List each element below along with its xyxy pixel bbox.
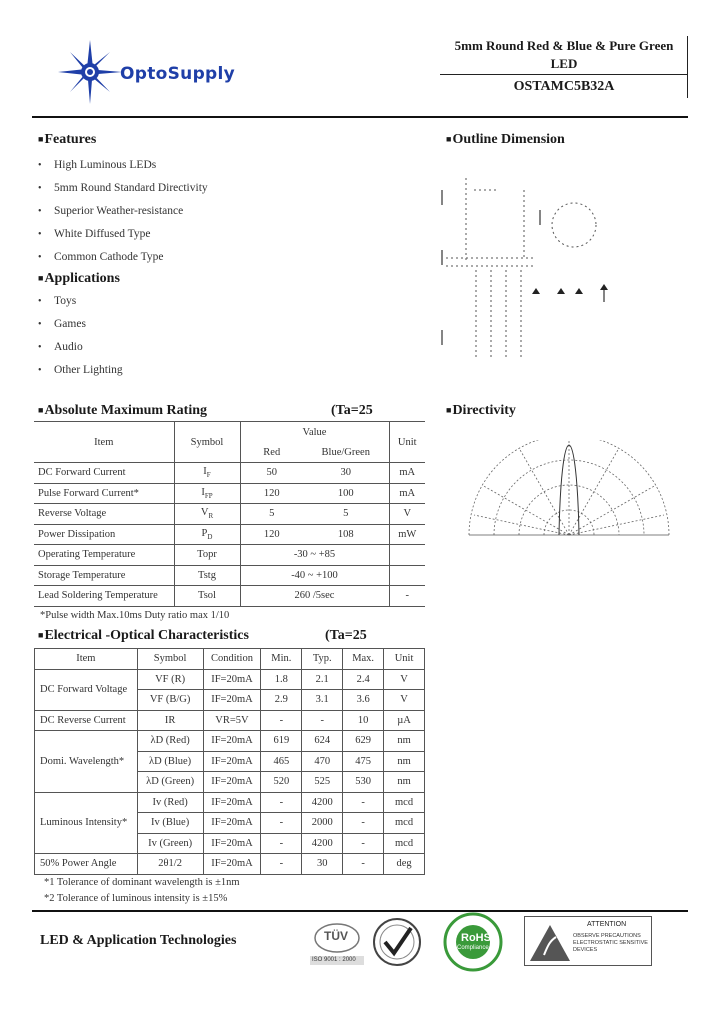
symbol-cell: $P_D$ — [174, 524, 240, 545]
abs-max-condition: (Ta=25 — [331, 403, 373, 418]
table-row: Iv (Blue) IF=20mA - 2000 - mcd — [35, 813, 425, 834]
footer-rule — [32, 910, 688, 912]
table-row: Lead Soldering Temperature Tsol 260 /5sec - — [34, 586, 425, 607]
features-title: ■Features — [38, 132, 97, 147]
directivity-chart — [464, 440, 674, 540]
table-row: DC Reverse Current IR VR=5V - - 10 µA — [35, 710, 425, 731]
esd-warning-icon — [528, 923, 572, 963]
title-line-2: LED — [550, 56, 578, 71]
esd-attention-box — [524, 916, 652, 966]
header-blue-green: Blue/Green — [303, 442, 389, 463]
abs-max-table — [34, 421, 425, 607]
symbol-cell: $V_R$ — [174, 504, 240, 525]
table-row: Pulse Forward Current* $I_{FP}$ 120 100 mA — [34, 483, 425, 504]
list-item: • 5mm Round Standard Directivity — [38, 182, 208, 194]
quality-check-icon — [371, 916, 423, 968]
tuv-badge — [306, 918, 368, 968]
eoc-note-1: *1 Tolerance of dominant wavelength is ±1nm — [44, 877, 240, 888]
table-row: λD (Green) IF=20mA 520 525 530 nm — [35, 772, 425, 793]
table-row: DC Forward Current $I_F$ 50 30 mA — [34, 463, 425, 484]
table-row: DC Forward Voltage VF (R) IF=20mA 1.8 2.1 2.4 V — [35, 669, 425, 690]
star-logo-icon — [58, 40, 122, 104]
header-value: Value — [302, 426, 327, 438]
list-item: • Audio — [38, 341, 83, 353]
list-item: • Other Lighting — [38, 364, 123, 376]
list-item: • Games — [38, 318, 86, 330]
eoc-table — [34, 648, 425, 875]
title-divider — [440, 74, 687, 75]
eoc-condition: (Ta=25 — [325, 628, 367, 643]
table-row: λD (Blue) IF=20mA 465 470 475 nm — [35, 751, 425, 772]
features-list — [38, 159, 208, 274]
tuv-text: TÜV — [324, 929, 348, 943]
table-row: Iv (Green) IF=20mA - 4200 - mcd — [35, 833, 425, 854]
rohs-sub-text: Compliance — [457, 945, 489, 951]
table-row: Operating Temperature Topr -30 ~ +85 — [34, 545, 425, 566]
title-line-1: 5mm Round Red & Blue & Pure Green — [454, 38, 674, 53]
header-symbol: Symbol — [174, 422, 240, 463]
table-row: Power Dissipation $P_D$ 120 108 mW — [34, 524, 425, 545]
table-row: Reverse Voltage $V_R$ 5 5 V — [34, 504, 425, 525]
list-item: • Common Cathode Type — [38, 251, 164, 263]
table-row: Domi. Wavelength* λD (Red) IF=20mA 619 624 629 nm — [35, 731, 425, 752]
applications-title: ■Applications — [38, 271, 120, 286]
brand-name: OptoSupply — [120, 64, 236, 84]
header-unit: Unit — [389, 422, 425, 463]
esd-text: OBSERVE PRECAUTIONS ELECTROSTATIC SENSITIVE DEVICES — [573, 933, 648, 953]
symbol-cell: $I_F$ — [174, 463, 240, 484]
header-red: Red — [240, 442, 303, 463]
list-item: • Toys — [38, 295, 77, 307]
symbol-cell: $I_{FP}$ — [174, 483, 240, 504]
table-header-row — [34, 422, 425, 443]
table-row: Storage Temperature Tstg -40 ~ +100 — [34, 565, 425, 586]
eoc-title: ■Electrical -Optical Characteristics — [38, 628, 249, 643]
table-header-row: Item Symbol Condition Min. Typ. Max. Unit — [35, 649, 425, 670]
eoc-note-2: *2 Tolerance of luminous intensity is ±15% — [44, 893, 228, 904]
part-number: OSTAMC5B32A — [513, 79, 615, 94]
rohs-text: RoHS — [461, 932, 491, 944]
header-item: Item — [34, 422, 174, 463]
logo — [58, 40, 278, 104]
directivity-title: ■Directivity — [446, 403, 516, 418]
abs-max-note: *Pulse width Max.10ms Duty ratio max 1/10 — [40, 610, 230, 621]
list-item: • High Luminous LEDs — [38, 159, 157, 171]
table-row: Luminous Intensity* Iv (Red) IF=20mA - 4200 - mcd — [35, 792, 425, 813]
outline-title: ■Outline Dimension — [446, 132, 565, 147]
abs-max-title: ■Absolute Maximum Rating — [38, 403, 207, 418]
table-row: 50% Power Angle 2θ1/2 IF=20mA - 30 - deg — [35, 854, 425, 875]
iso-text: ISO 9001 : 2000 — [312, 957, 356, 963]
title-box — [440, 36, 688, 98]
table-row: VF (B/G) IF=20mA 2.9 3.1 3.6 V — [35, 690, 425, 711]
rohs-badge — [440, 912, 506, 972]
applications-list — [38, 295, 123, 387]
header-rule — [32, 116, 688, 118]
footer-title: LED & Application Technologies — [40, 933, 237, 948]
list-item: • Superior Weather-resistance — [38, 205, 184, 217]
outline-drawing — [436, 170, 636, 370]
list-item: • White Diffused Type — [38, 228, 151, 240]
attention-label: ATTENTION — [587, 921, 627, 928]
